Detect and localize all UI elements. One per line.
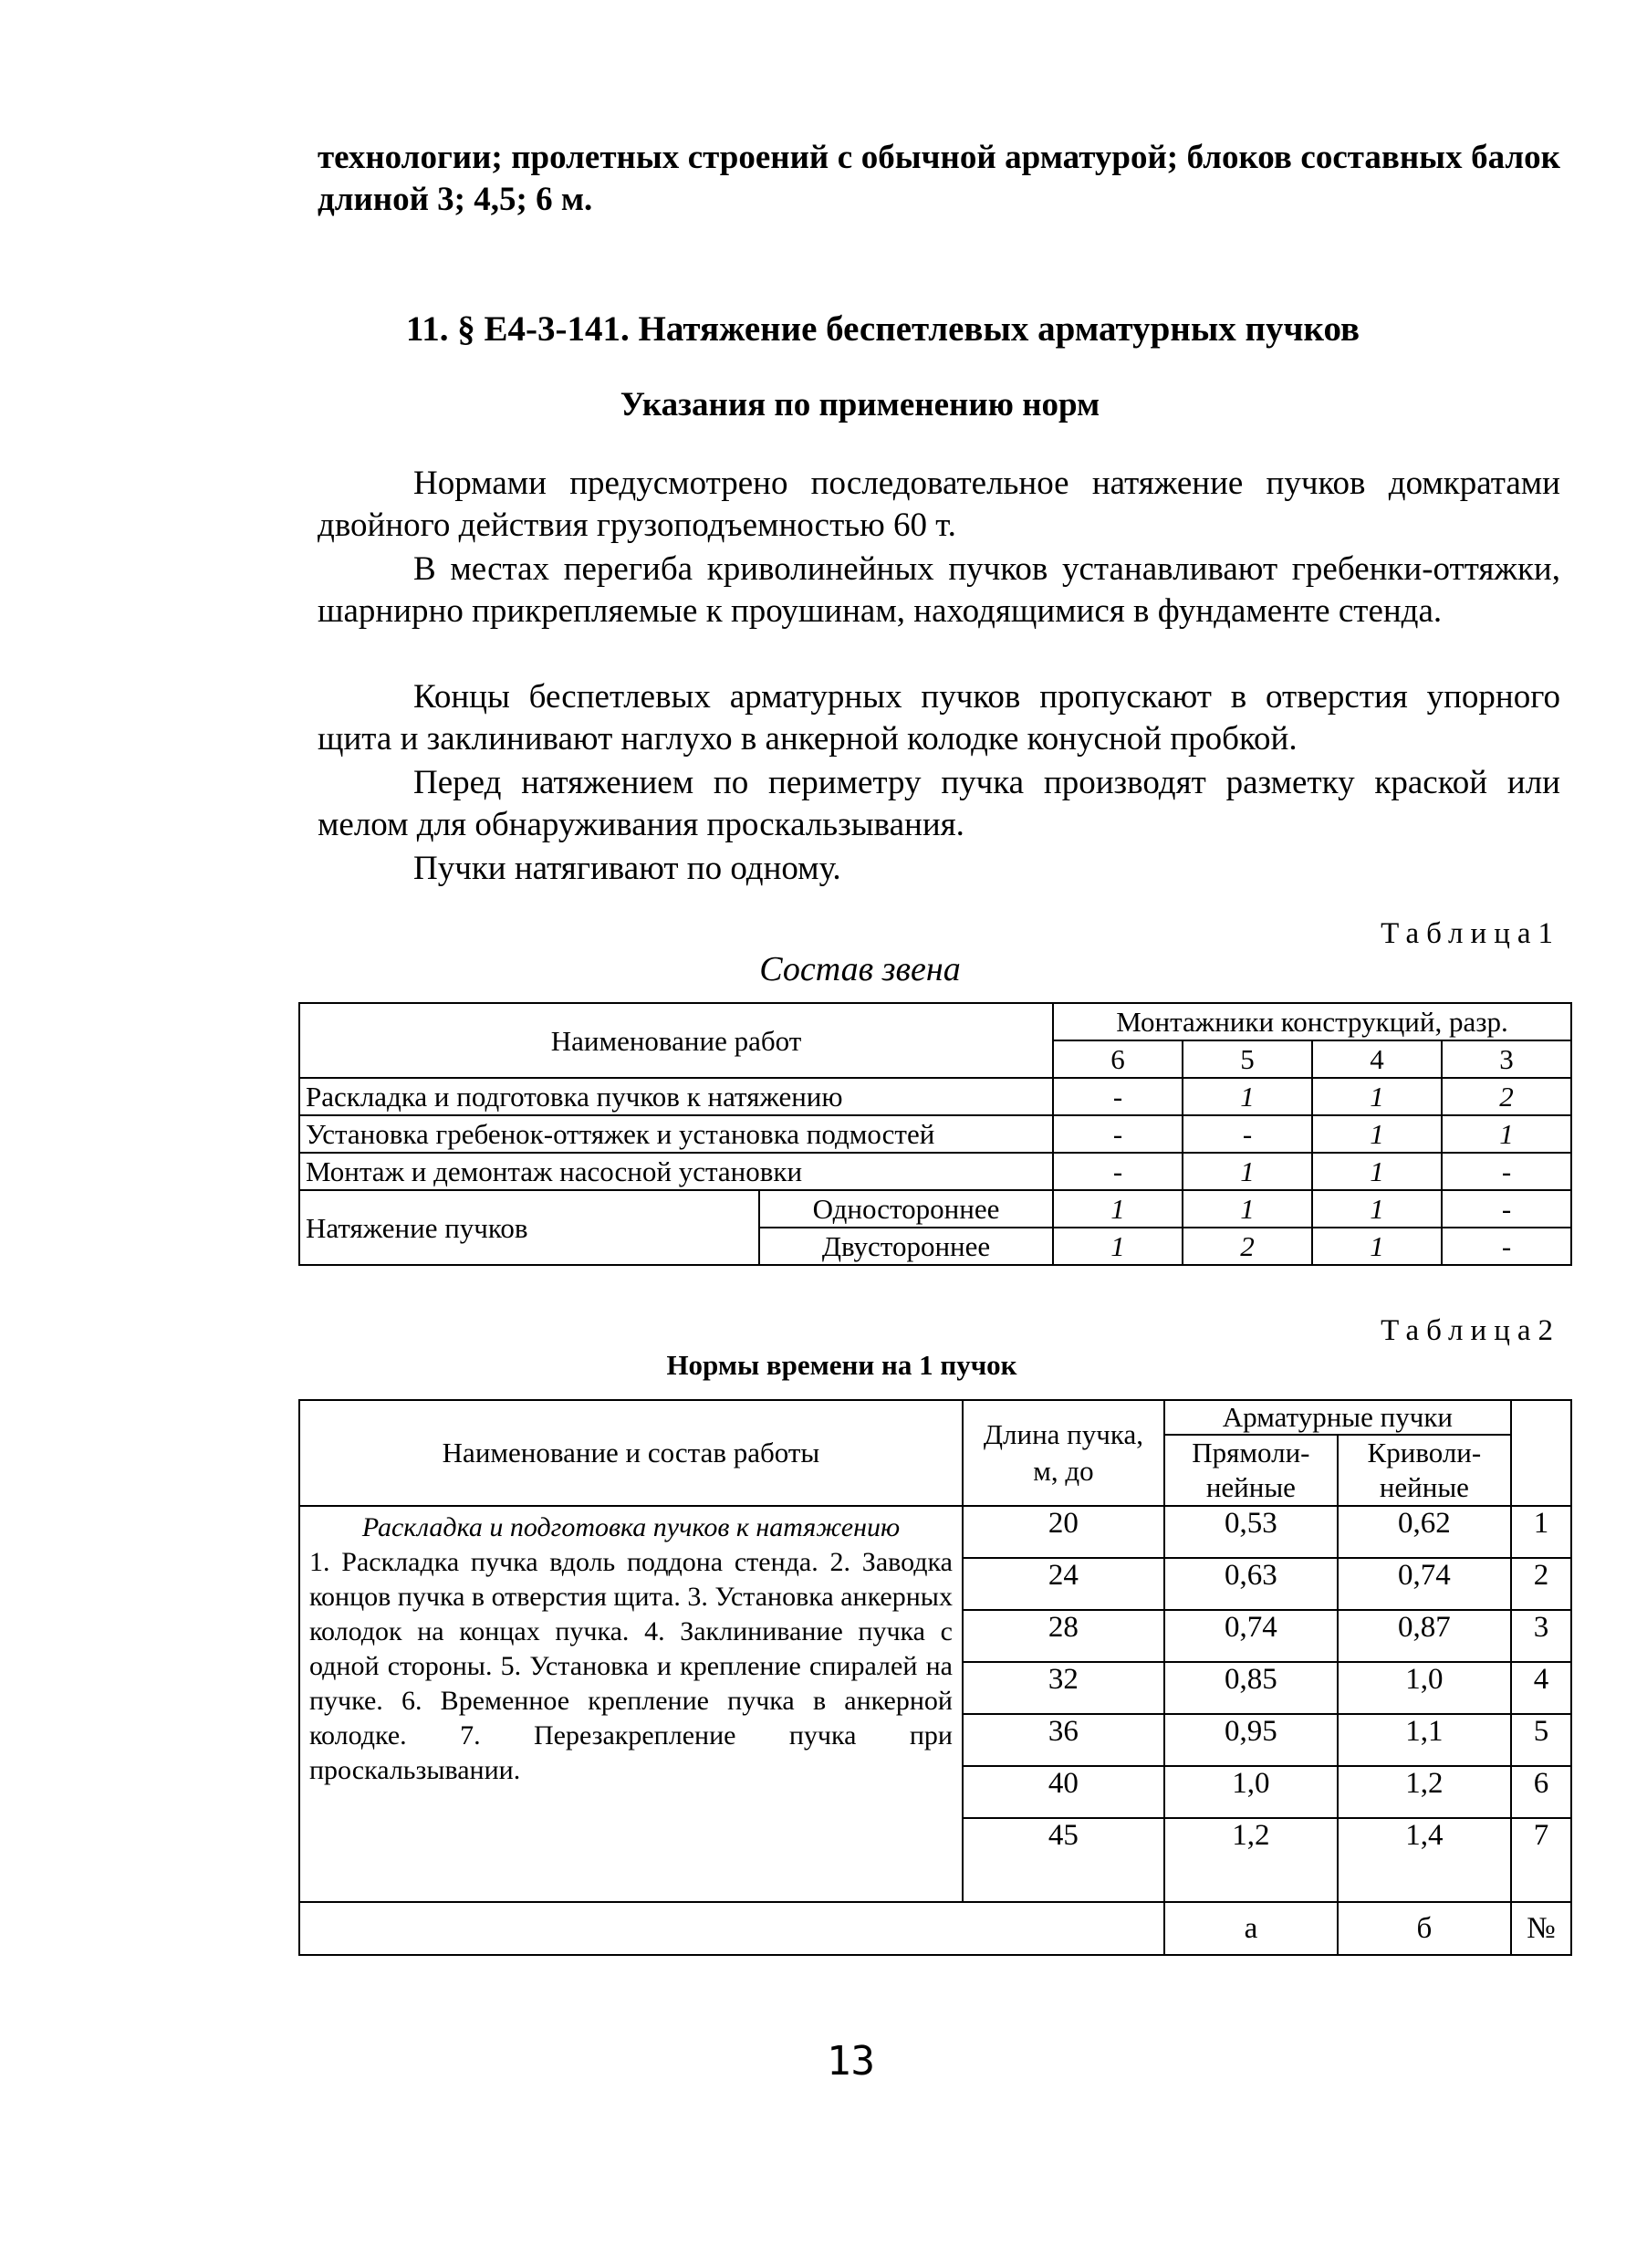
value-cell: 1 [1312,1190,1442,1228]
value-cell: 2 [1442,1078,1571,1115]
value-cell: - [1442,1190,1571,1228]
straight-cell: 0,53 [1164,1506,1338,1558]
value-cell: 1 [1053,1228,1183,1265]
curved-cell: 1,2 [1338,1766,1511,1818]
length-cell: 32 [963,1662,1164,1714]
length-cell: 28 [963,1610,1164,1662]
crew-table [298,1002,1572,1266]
value-cell: 1 [1312,1228,1442,1265]
straight-cell: 0,63 [1164,1558,1338,1610]
value-cell: 1 [1312,1078,1442,1115]
value-cell: 1 [1312,1153,1442,1190]
value-cell: 2 [1183,1228,1312,1265]
work-name: Натяжение пучков [299,1190,759,1265]
value-cell: 1 [1183,1190,1312,1228]
table-footer-row [299,1902,1571,1955]
header-bundles-group: Арматурные пучки [1164,1400,1511,1435]
length-cell: 20 [963,1506,1164,1558]
footer-number-sign: № [1511,1902,1571,1955]
straight-cell: 1,0 [1164,1766,1338,1818]
header-grades-group: Монтажники конструкций, разр. [1053,1003,1571,1040]
value-cell: 1 [1442,1115,1571,1153]
grade-cell: 4 [1312,1040,1442,1078]
header-work-name: Наименование и состав работы [299,1400,963,1506]
table-row [299,1078,1571,1115]
table1-label: Таблица1 [1381,917,1560,950]
work-name: Раскладка и подготовка пучков к натяжению [299,1078,1053,1115]
work-description-text: 1. Раскладка пучка вдоль поддона стенда. 2. Заводка концов пучка в отверстия щита. 3. Установка анкерных колодок на концах пучка. 4. Заклинивание пучка с одной стороны. 5. Установка и крепление спиралей на пучке. 6. Временное крепление пучка в анкерной колодке. 7. Перезакрепление пучка при проскальзывании. [309,1547,953,1785]
length-cell: 45 [963,1818,1164,1902]
row-number: 6 [1511,1766,1571,1818]
work-description-title: Раскладка и подготовка пучков к натяжению [361,1512,901,1542]
time-norms-table [298,1399,1572,1956]
table1-title: Состав звена [759,950,961,988]
curved-cell: 0,62 [1338,1506,1511,1558]
length-cell: 36 [963,1714,1164,1766]
paragraph-3: Концы беспетлевых арматурных пучков пропускают в отверстия упорного щита и заклинивают наглухо в анкерной колодке конусной пробкой. [318,678,1560,758]
table-row [299,1115,1571,1153]
footer-a: а [1164,1902,1338,1955]
row-number: 1 [1511,1506,1571,1558]
value-cell: 1 [1183,1153,1312,1190]
table-row [299,1190,1571,1228]
section-title: 11. § Е4-3-141. Натяжение беспетлевых арматурных пучков [405,309,1360,349]
work-name: Установка гребенок-оттяжек и установка подмостей [299,1115,1053,1153]
curved-cell: 0,74 [1338,1558,1511,1610]
table-row [299,1153,1571,1190]
page-number: 13 [827,2038,875,2085]
curved-cell: 1,4 [1338,1818,1511,1902]
row-number: 5 [1511,1714,1571,1766]
grade-cell: 6 [1053,1040,1183,1078]
header-straight: Прямоли-нейные [1164,1435,1338,1506]
table2-title: Нормы времени на 1 пучок [666,1349,1017,1381]
paragraph-1: Нормами предусмотрено последовательное натяжение пучков домкратами двойного действия грузоподъемностью 60 т. [318,465,1560,544]
length-cell: 40 [963,1766,1164,1818]
straight-cell: 1,2 [1164,1818,1338,1902]
curved-cell: 1,0 [1338,1662,1511,1714]
footer-b: б [1338,1902,1511,1955]
value-cell: - [1053,1153,1183,1190]
straight-cell: 0,85 [1164,1662,1338,1714]
straight-cell: 0,95 [1164,1714,1338,1766]
subsection-title: Указания по применению норм [620,386,1100,423]
value-cell: - [1183,1115,1312,1153]
intro-text: технологии; пролетных строений с обычной арматурой; блоков составных балок длиной 3; 4,5; 6 м. [318,139,1560,218]
value-cell: - [1442,1228,1571,1265]
table-header-row [299,1400,1571,1435]
value-cell: 1 [1312,1115,1442,1153]
curved-cell: 1,1 [1338,1714,1511,1766]
work-description [299,1506,963,1902]
work-subname: Двустороннее [759,1228,1053,1265]
table-row [299,1506,1571,1558]
curved-cell: 0,87 [1338,1610,1511,1662]
row-number: 2 [1511,1558,1571,1610]
value-cell: 1 [1053,1190,1183,1228]
work-subname: Одностороннее [759,1190,1053,1228]
footer-empty [299,1902,1164,1955]
table2-label: Таблица2 [1381,1314,1560,1347]
header-empty [1511,1400,1571,1506]
grade-cell: 3 [1442,1040,1571,1078]
header-curved: Криволи-нейные [1338,1435,1511,1506]
grade-cell: 5 [1183,1040,1312,1078]
straight-cell: 0,74 [1164,1610,1338,1662]
paragraph-2: В местах перегиба криволинейных пучков устанавливают гребенки-оттяжки, шарнирно прикрепляемые к проушинам, находящимися в фундаменте стенда. [318,550,1560,630]
row-number: 7 [1511,1818,1571,1902]
row-number: 3 [1511,1610,1571,1662]
paragraph-5: Пучки натягивают по одному. [413,850,841,887]
length-cell: 24 [963,1558,1164,1610]
work-name: Монтаж и демонтаж насосной установки [299,1153,1053,1190]
value-cell: - [1053,1078,1183,1115]
row-number: 4 [1511,1662,1571,1714]
value-cell: - [1053,1115,1183,1153]
table-header-row [299,1003,1571,1040]
header-length: Длина пучка, м, до [963,1400,1164,1506]
value-cell: - [1442,1153,1571,1190]
value-cell: 1 [1183,1078,1312,1115]
paragraph-4: Перед натяжением по периметру пучка производят разметку краской или мелом для обнаруживания проскальзывания. [318,764,1560,843]
header-work-name: Наименование работ [299,1003,1053,1078]
